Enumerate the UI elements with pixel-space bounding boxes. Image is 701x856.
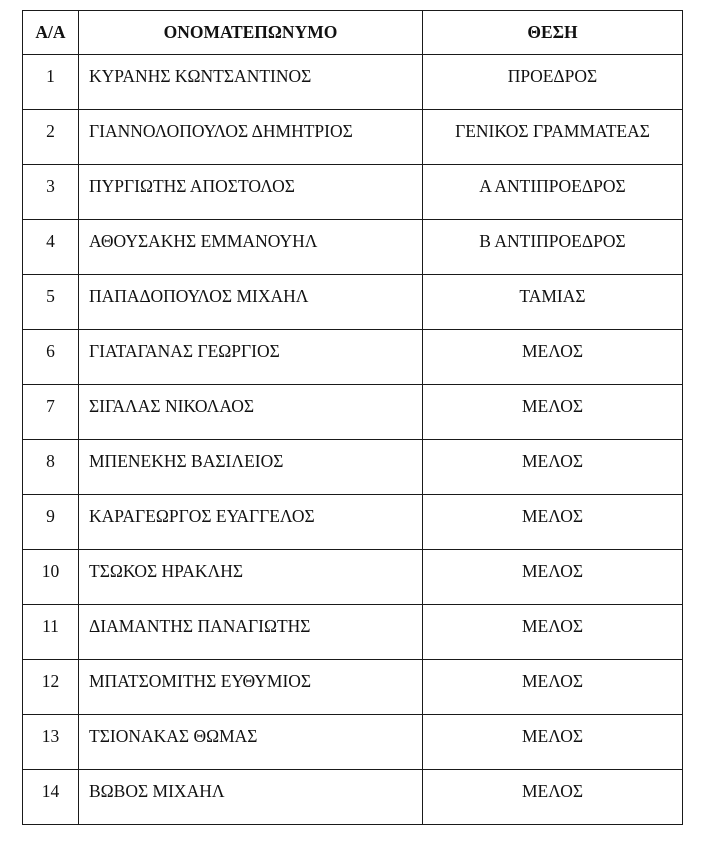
table-row bbox=[23, 330, 683, 385]
member-position: ΜΕΛΟΣ bbox=[423, 605, 683, 660]
header-row bbox=[23, 11, 683, 55]
member-name: ΓΙΑΤΑΓΑΝΑΣ ΓΕΩΡΓΙΟΣ bbox=[79, 330, 423, 385]
row-number: 1 bbox=[23, 55, 79, 110]
table-row bbox=[23, 165, 683, 220]
member-position: ΜΕΛΟΣ bbox=[423, 770, 683, 825]
member-name: ΠΑΠΑΔΟΠΟΥΛΟΣ ΜΙΧΑΗΛ bbox=[79, 275, 423, 330]
row-number: 8 bbox=[23, 440, 79, 495]
member-position: ΜΕΛΟΣ bbox=[423, 495, 683, 550]
member-position: ΜΕΛΟΣ bbox=[423, 550, 683, 605]
member-name: ΔΙΑΜΑΝΤΗΣ ΠΑΝΑΓΙΩΤΗΣ bbox=[79, 605, 423, 660]
member-name: ΜΠΑΤΣΟΜΙΤΗΣ ΕΥΘΥΜΙΟΣ bbox=[79, 660, 423, 715]
board-members-table bbox=[22, 10, 683, 825]
member-position: ΜΕΛΟΣ bbox=[423, 440, 683, 495]
member-position: Β ΑΝΤΙΠΡΟΕΔΡΟΣ bbox=[423, 220, 683, 275]
table-row bbox=[23, 275, 683, 330]
row-number: 2 bbox=[23, 110, 79, 165]
header-name: ΟΝΟΜΑΤΕΠΩΝΥΜΟ bbox=[79, 11, 423, 55]
member-name: ΚΥΡΑΝΗΣ ΚΩΝΤΣΑΝΤΙΝΟΣ bbox=[79, 55, 423, 110]
table-row bbox=[23, 605, 683, 660]
row-number: 7 bbox=[23, 385, 79, 440]
member-name: ΒΩΒΟΣ ΜΙΧΑΗΛ bbox=[79, 770, 423, 825]
member-position: ΜΕΛΟΣ bbox=[423, 660, 683, 715]
row-number: 11 bbox=[23, 605, 79, 660]
table-row bbox=[23, 110, 683, 165]
row-number: 10 bbox=[23, 550, 79, 605]
member-name: ΣΙΓΑΛΑΣ ΝΙΚΟΛΑΟΣ bbox=[79, 385, 423, 440]
row-number: 4 bbox=[23, 220, 79, 275]
member-name: ΤΣΙΟΝΑΚΑΣ ΘΩΜΑΣ bbox=[79, 715, 423, 770]
table-row bbox=[23, 660, 683, 715]
row-number: 14 bbox=[23, 770, 79, 825]
row-number: 12 bbox=[23, 660, 79, 715]
table-row bbox=[23, 55, 683, 110]
header-number: Α/Α bbox=[23, 11, 79, 55]
member-position: ΠΡΟΕΔΡΟΣ bbox=[423, 55, 683, 110]
table-row bbox=[23, 385, 683, 440]
header-position: ΘΕΣΗ bbox=[423, 11, 683, 55]
table-header bbox=[23, 11, 683, 55]
table-row bbox=[23, 440, 683, 495]
member-position: ΜΕΛΟΣ bbox=[423, 385, 683, 440]
row-number: 9 bbox=[23, 495, 79, 550]
row-number: 13 bbox=[23, 715, 79, 770]
member-position: Α ΑΝΤΙΠΡΟΕΔΡΟΣ bbox=[423, 165, 683, 220]
member-name: ΤΣΩΚΟΣ ΗΡΑΚΛΗΣ bbox=[79, 550, 423, 605]
table-row bbox=[23, 495, 683, 550]
member-name: ΠΥΡΓΙΩΤΗΣ ΑΠΟΣΤΟΛΟΣ bbox=[79, 165, 423, 220]
member-position: ΤΑΜΙΑΣ bbox=[423, 275, 683, 330]
row-number: 6 bbox=[23, 330, 79, 385]
member-name: ΓΙΑΝΝΟΛΟΠΟΥΛΟΣ ΔΗΜΗΤΡΙΟΣ bbox=[79, 110, 423, 165]
member-name: ΜΠΕΝΕΚΗΣ ΒΑΣΙΛΕΙΟΣ bbox=[79, 440, 423, 495]
table-row bbox=[23, 220, 683, 275]
table-row bbox=[23, 715, 683, 770]
row-number: 5 bbox=[23, 275, 79, 330]
member-name: ΚΑΡΑΓΕΩΡΓΟΣ ΕΥΑΓΓΕΛΟΣ bbox=[79, 495, 423, 550]
table-body bbox=[23, 55, 683, 825]
row-number: 3 bbox=[23, 165, 79, 220]
member-position: ΜΕΛΟΣ bbox=[423, 330, 683, 385]
table-row bbox=[23, 550, 683, 605]
member-name: ΑΘΟΥΣΑΚΗΣ ΕΜΜΑΝΟΥΗΛ bbox=[79, 220, 423, 275]
table-row bbox=[23, 770, 683, 825]
member-position: ΜΕΛΟΣ bbox=[423, 715, 683, 770]
member-position: ΓΕΝΙΚΟΣ ΓΡΑΜΜΑΤΕΑΣ bbox=[423, 110, 683, 165]
